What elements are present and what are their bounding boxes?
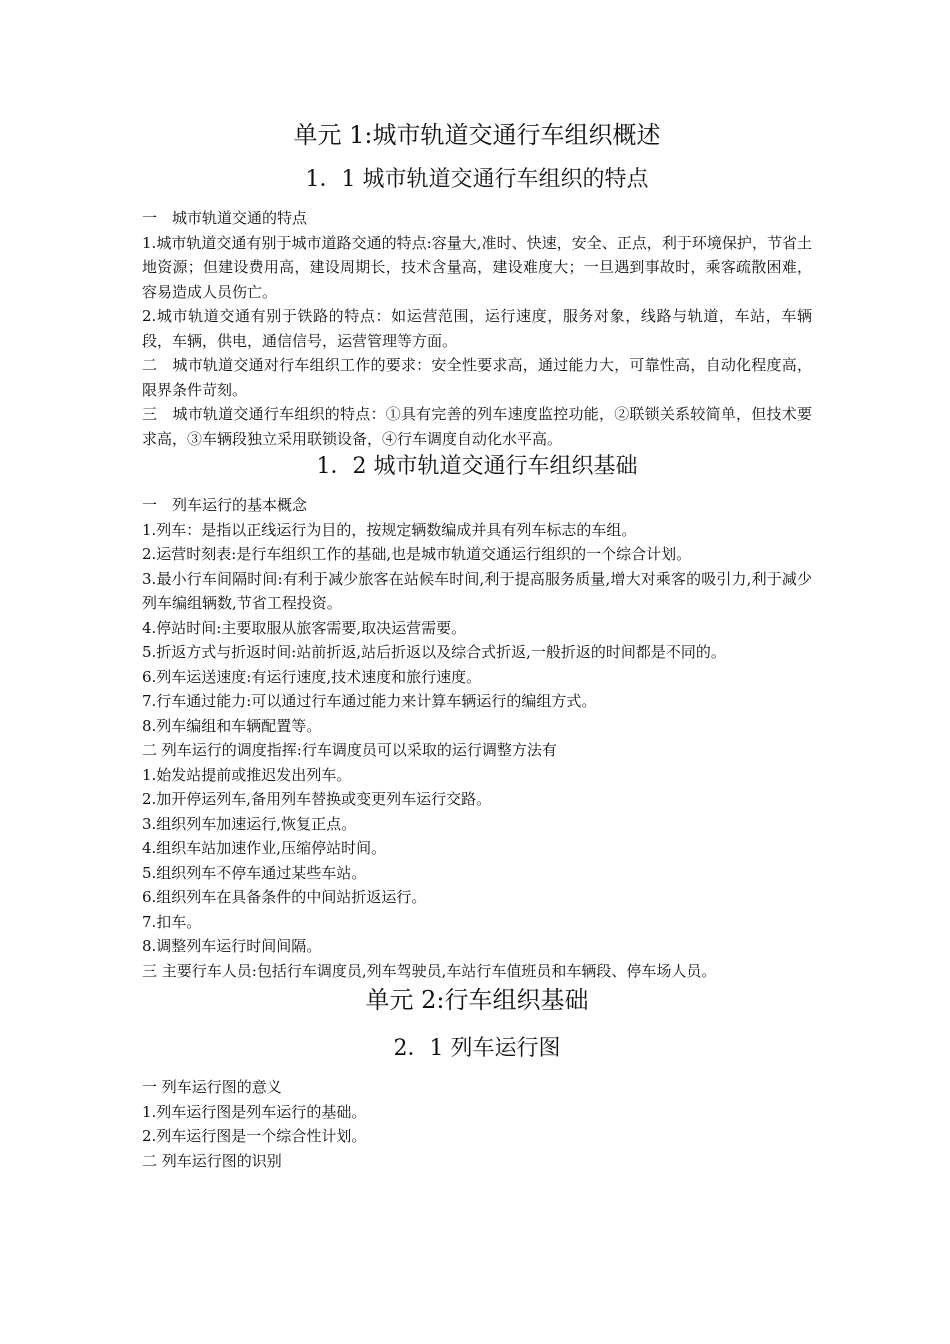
section-1-2-heading-2: 二 列车运行的调度指挥:行车调度员可以采取的运行调整方法有 [142,741,557,759]
section-1-2-list-item: 8.列车编组和车辆配置等。 [142,716,322,735]
section-1-2-list-item: 1.始发站提前或推迟发出列车。 [142,765,352,784]
section-1-2-heading-1: 一 列车运行的基本概念 [142,496,308,514]
section-1-1-paragraph: 1.城市轨道交通有别于城市道路交通的特点:容量大,准时、快速，安全、正点，利于环境保护，节省土地资源；但建设费用高，建设周期长，技术含量高，建设难度大；一旦遇到事故时，乘客疏散困难，容易造成人员伤亡。 [142,233,812,301]
section-1-2-list-item: 1.列车：是指以正线运行为目的，按规定辆数编成并具有列车标志的车组。 [142,520,637,539]
section-1-2-list-item: 6.列车运送速度:有运行速度,技术速度和旅行速度。 [142,667,482,686]
section-1-2-list-item: 4.停站时间:主要取服从旅客需要,取决运营需要。 [142,618,467,637]
section-1-1-paragraph: 2.城市轨道交通有别于铁路的特点：如运营范围，运行速度，服务对象，线路与轨道，车站，车辆段，车辆，供电，通信信号，运营管理等方面。 [142,307,812,350]
section-1-1-title: 1．1 城市轨道交通行车组织的特点 [305,167,649,192]
section-1-2-list-item: 3.最小行车间隔时间:有利于减少旅客在站候车时间,利于提高服务质量,增大对乘客的吸引力,利于减少列车编组辆数,节省工程投资。 [142,569,812,612]
section-2-1-heading-1: 一 列车运行图的意义 [142,1078,282,1096]
section-1-2-list-item: 4.组织车站加速作业,压缩停站时间。 [142,839,387,857]
section-1-1-heading-3: 三 城市轨道交通行车组织的特点：①具有完善的列车速度监控功能，②联锁关系较简单，但技术要求高，③车辆段独立采用联锁设备，④行车调度自动化水平高。 [142,405,812,448]
section-2-1-heading-2: 二 列车运行图的识别 [142,1151,282,1170]
section-1-2-list-item: 5.组织列车不停车通过某些车站。 [142,863,367,882]
unit-1-title: 单元 1:城市轨道交通行车组织概述 [293,121,661,149]
unit-2-title: 单元 2:行车组织基础 [365,986,589,1014]
section-1-2-list-item: 3.组织列车加速运行,恢复正点。 [142,814,357,833]
section-2-1-list-item: 2.列车运行图是一个综合性计划。 [142,1127,367,1145]
section-1-2-list-item: 5.折返方式与折返时间:站前折返,站后折返以及综合式折返,一般折返的时间都是不同的。 [142,643,726,661]
section-1-2-list-item: 6.组织列车在具备条件的中间站折返运行。 [142,888,427,906]
section-1-2-list-item: 8.调整列车运行时间间隔。 [142,937,322,955]
section-2-1-list-item: 1.列车运行图是列车运行的基础。 [142,1102,367,1121]
section-1-2-list-item: 2.运营时刻表:是行车组织工作的基础,也是城市轨道交通运行组织的一个综合计划。 [142,545,692,563]
document-content [142,118,812,1173]
section-1-2-title: 1．2 城市轨道交通行车组织基础 [316,454,638,479]
section-1-2-list-item: 7.行车通过能力:可以通过行车通过能力来计算车辆运行的编组方式。 [142,692,597,710]
section-1-1-heading-2: 二 城市轨道交通对行车组织工作的要求：安全性要求高，通过能力大，可靠性高，自动化程度高，限界条件苛刻。 [142,356,812,399]
section-1-2-list-item: 2.加开停运列车,备用列车替换或变更列车运行交路。 [142,790,492,808]
section-1-2-list-item: 7.扣车。 [142,912,202,931]
section-1-1-heading-1: 一 城市轨道交通的特点 [142,209,308,227]
section-2-1-title: 2．1 列车运行图 [393,1036,561,1061]
section-1-2-heading-3: 三 主要行车人员:包括行车调度员,列车驾驶员,车站行车值班员和车辆段、停车场人员。 [142,961,717,980]
